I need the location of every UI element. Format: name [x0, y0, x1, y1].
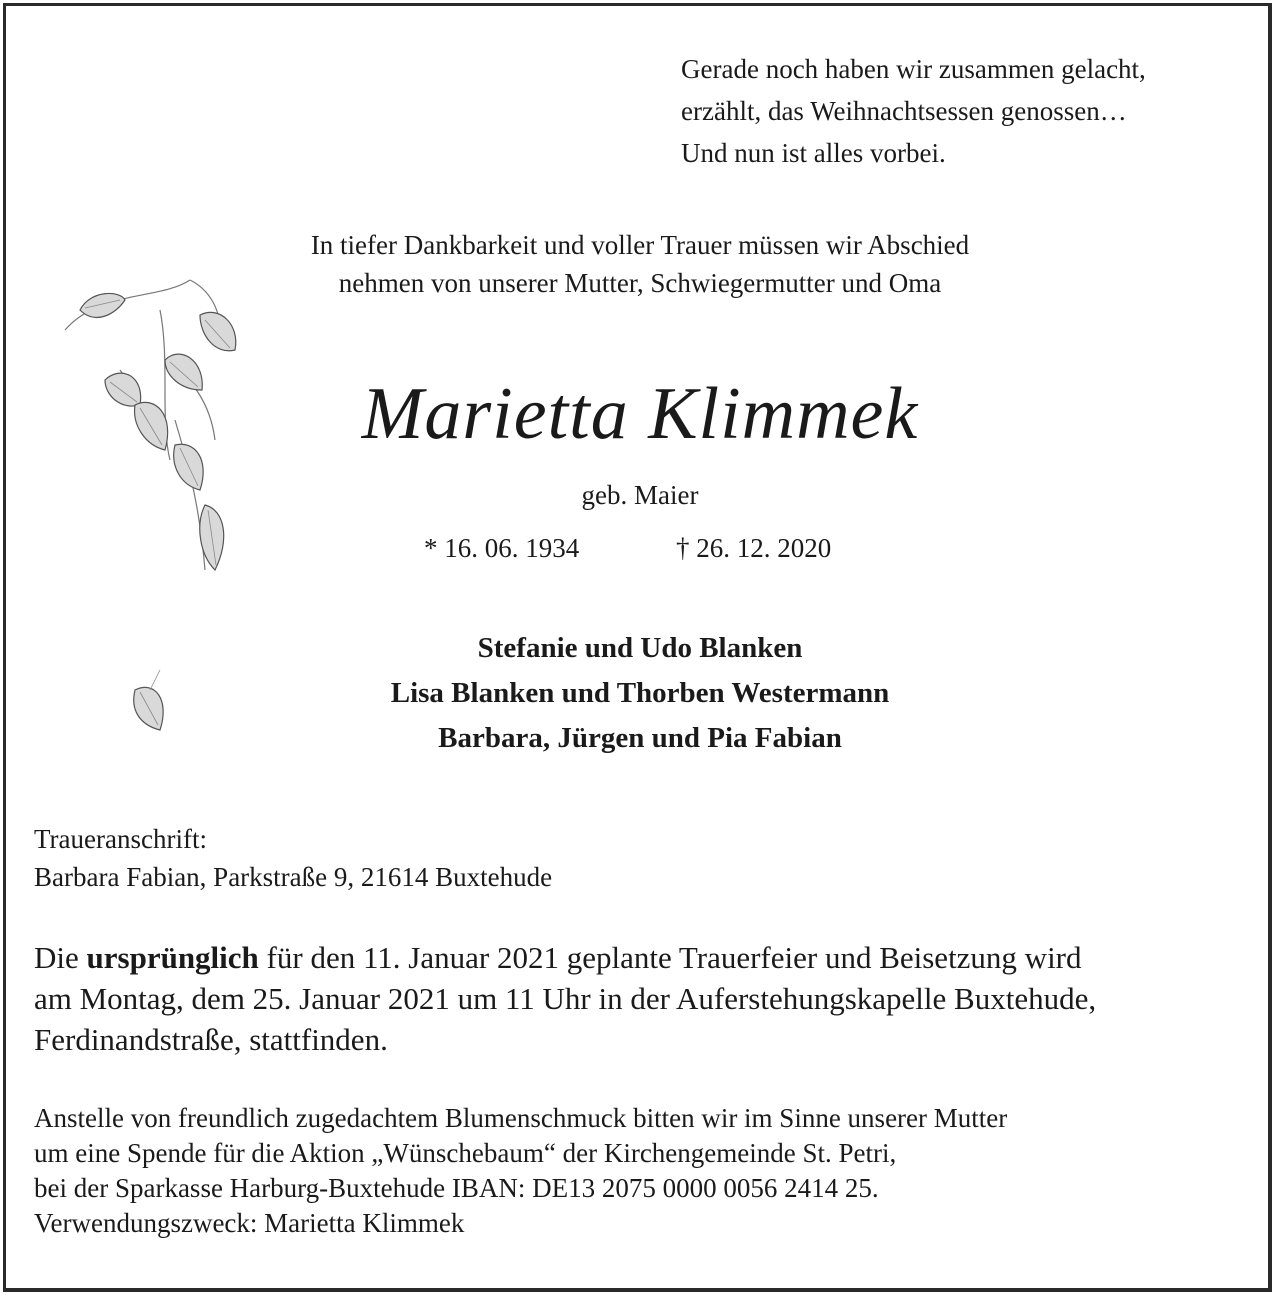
address-line: Barbara Fabian, Parkstraße 9, 21614 Buxtehude: [34, 862, 553, 892]
deceased-name: [0, 372, 1280, 457]
poem-line-1: Gerade noch haben wir zusammen gelacht,: [681, 54, 1146, 84]
donation-line-3: bei der Sparkasse Harburg-Buxtehude IBAN: DE13 2075 0000 0056 2414 25.: [34, 1173, 879, 1203]
opening-poem: [681, 48, 1146, 174]
intro-line-1: In tiefer Dankbarkeit und voller Trauer müssen wir Abschied: [310, 230, 970, 260]
donation-line-4: Verwendungszweck: Marietta Klimmek: [34, 1208, 465, 1238]
donation-line-2: um eine Spende für die Aktion „Wünschebaum“ der Kirchengemeinde St. Petri,: [34, 1138, 897, 1168]
family-line-2: Lisa Blanken und Thorben Westermann: [390, 677, 890, 709]
ceremony-post: für den 11. Januar 2021 geplante Trauerfeier und Beisetzung wird: [258, 940, 1082, 975]
death-date: † 26. 12. 2020: [676, 533, 832, 563]
mourning-address: [34, 820, 552, 896]
ceremony-pre: Die: [34, 940, 87, 975]
ceremony-line-2: am Montag, dem 25. Januar 2021 um 11 Uhr in der Auferstehungskapelle Buxtehude,: [34, 981, 1097, 1016]
address-label: Traueranschrift:: [34, 824, 207, 854]
poem-line-3: Und nun ist alles vorbei.: [681, 138, 946, 168]
donation-notice: [34, 1101, 1007, 1241]
ceremony-notice: [34, 937, 1096, 1060]
intro-text: [0, 226, 1280, 302]
family-signatures: [0, 626, 1280, 761]
ceremony-emphasis: ursprünglich: [86, 940, 259, 975]
family-line-3: Barbara, Jürgen und Pia Fabian: [438, 722, 842, 754]
birth-date: * 16. 06. 1934: [424, 533, 580, 563]
deceased-name-text: Marietta Klimmek: [361, 373, 919, 455]
donation-line-1: Anstelle von freundlich zugedachtem Blumenschmuck bitten wir im Sinne unserer Mutter: [34, 1103, 1008, 1133]
ceremony-line-1: [34, 937, 1096, 978]
ceremony-line-3: Ferdinandstraße, stattfinden.: [34, 1022, 388, 1057]
poem-line-2: erzählt, das Weihnachtsessen genossen…: [681, 96, 1127, 126]
intro-line-2: nehmen von unserer Mutter, Schwiegermutter und Oma: [338, 268, 942, 298]
birth-name: geb. Maier: [581, 480, 699, 510]
family-line-1: Stefanie und Udo Blanken: [477, 632, 803, 664]
